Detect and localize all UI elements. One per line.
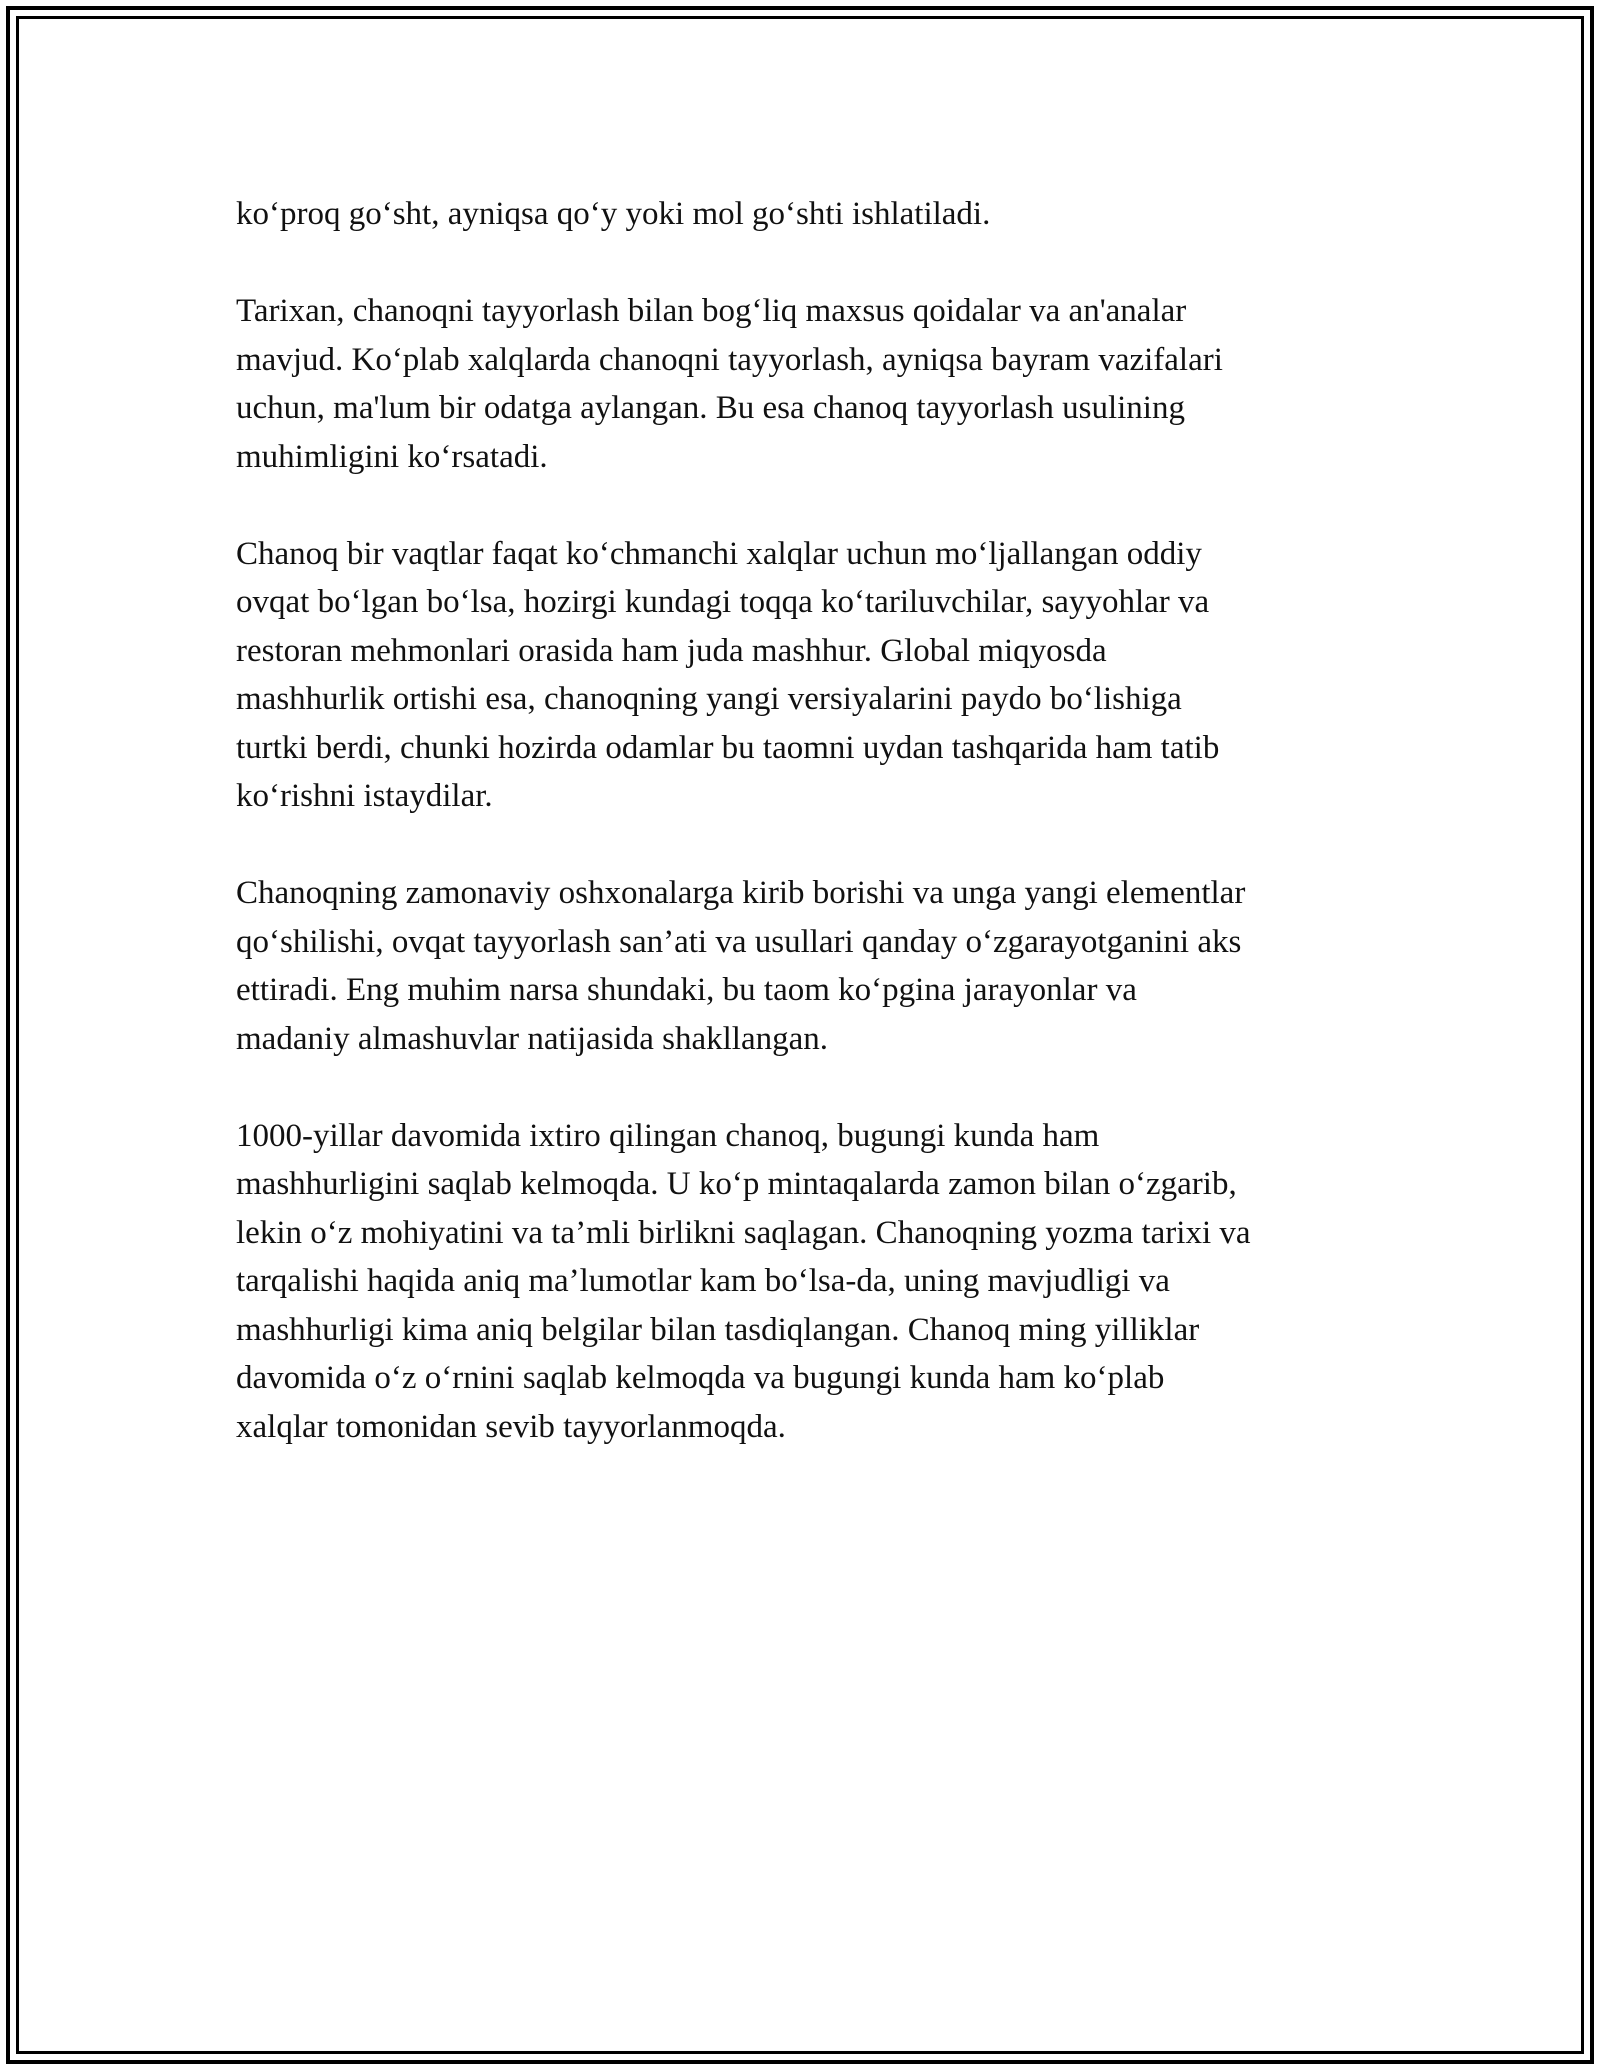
text-line: mashhurligini saqlab kelmoqda. U ko‘p mintaqalarda zamon bilan o‘zgarib,: [236, 1166, 1237, 1202]
text-line: ovqat bo‘lgan bo‘lsa, hozirgi kundagi toqqa ko‘tariluvchilar, sayyohlar va: [236, 584, 1210, 620]
text-line: davomida o‘z o‘rnini saqlab kelmoqda va bugungi kunda ham ko‘plab: [236, 1360, 1165, 1396]
text-line: qo‘shilishi, ovqat tayyorlash san’ati va usullari qanday o‘zgarayotganini aks: [236, 923, 1242, 960]
paragraph: [236, 190, 1386, 239]
text-line: turtki berdi, chunki hozirda odamlar bu taomni uydan tashqarida ham tatib: [236, 729, 1220, 766]
text-line: ko‘proq go‘sht, ayniqsa qo‘y yoki mol go‘shti ishlatiladi.: [236, 196, 991, 232]
paragraph: [236, 287, 1386, 481]
text-line: restoran mehmonlari orasida ham juda mashhur. Global miqyosda: [236, 632, 1107, 669]
text-line: mashhurlik ortishi esa, chanoqning yangi versiyalarini paydo bo‘lishiga: [236, 681, 1182, 717]
text-line: 1000-yillar davomida ixtiro qilingan chanoq, bugungi kunda ham: [236, 1117, 1100, 1154]
text-line: mashhurligi kima aniq belgilar bilan tasdiqlangan. Chanoq ming yilliklar: [236, 1311, 1200, 1348]
text-line: muhimligini ko‘rsatadi.: [236, 438, 548, 475]
text-line: Chanoq bir vaqtlar faqat ko‘chmanchi xalqlar uchun mo‘ljallangan oddiy: [236, 535, 1202, 572]
text-line: tarqalishi haqida aniq ma’lumotlar kam bo‘lsa-da, uning mavjudligi va: [236, 1263, 1170, 1299]
text-line: ettiradi. Eng muhim narsa shundaki, bu taom ko‘pgina jarayonlar va: [236, 972, 1137, 1008]
text-line: xalqlar tomonidan sevib tayyorlanmoqda.: [236, 1408, 786, 1445]
text-line: Chanoqning zamonaviy oshxonalarga kirib borishi va unga yangi elementlar: [236, 875, 1246, 911]
paragraph: [236, 1112, 1386, 1452]
text-line: madaniy almashuvlar natijasida shakllangan.: [236, 1020, 828, 1057]
paragraph: [236, 869, 1386, 1063]
text-line: mavjud. Ko‘plab xalqlarda chanoqni tayyorlash, ayniqsa bayram vazifalari: [236, 341, 1223, 378]
document-body: [236, 190, 1386, 1451]
text-line: lekin o‘z mohiyatini va ta’mli birlikni saqlagan. Chanoqning yozma tarixi va: [236, 1214, 1251, 1251]
text-line: uchun, ma'lum bir odatga aylangan. Bu esa chanoq tayyorlash usulining: [236, 390, 1185, 426]
paragraph: [236, 530, 1386, 821]
text-line: ko‘rishni istaydilar.: [236, 778, 493, 814]
text-line: Tarixan, chanoqni tayyorlash bilan bog‘liq maxsus qoidalar va an'analar: [236, 293, 1187, 329]
